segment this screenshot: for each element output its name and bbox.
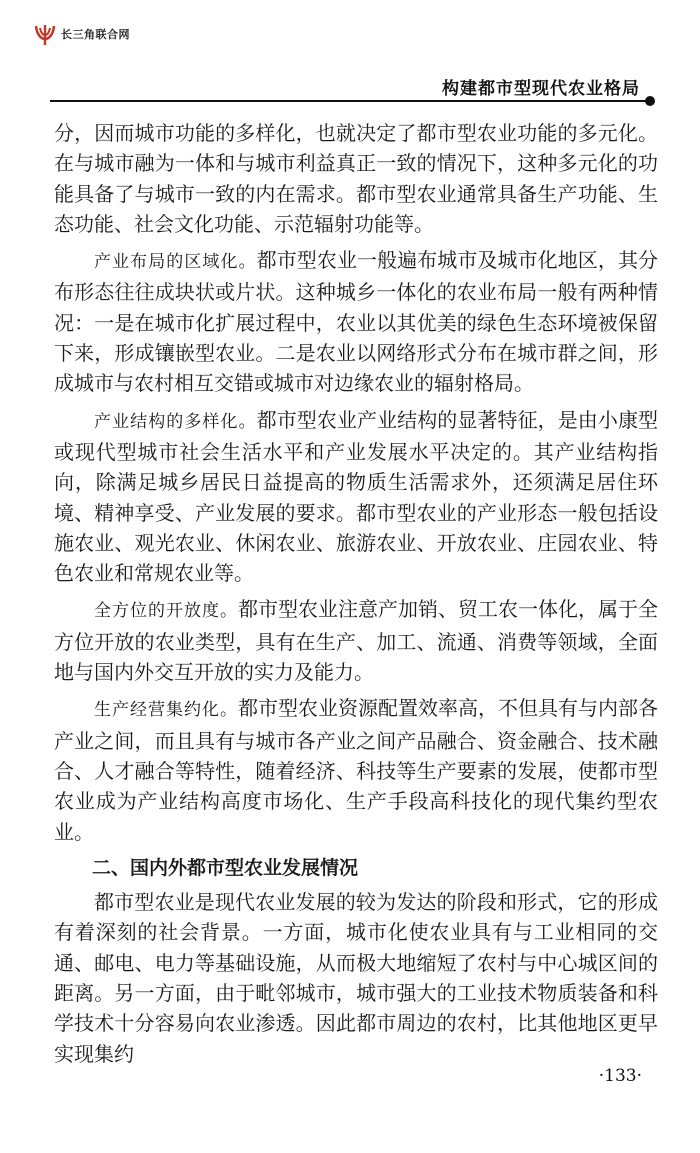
section-heading: 二、国内外都市型农业发展情况 [92,856,359,879]
publisher-logo-icon [33,22,57,46]
paragraph [54,887,658,1069]
paragraph [54,405,658,589]
logo-text: 长三角联合网 [61,28,130,41]
paragraph-lead: 生产经营集约化。 [94,700,238,721]
body-text [54,118,658,1075]
paragraph-lead: 产业结构的多样化。 [94,411,257,432]
paragraph [54,693,658,846]
paragraph-text: 都市型农业注意产加销、贸工农一体化，属于全方位开放的农业类型，具有在生产、加工、流通、消费等领域，全面地与国内外交互开放的实力及能力。 [54,597,658,685]
header-dot [645,96,655,106]
publisher-logo [33,22,130,46]
paragraph [54,118,658,239]
paragraph [54,245,658,398]
header-rule [50,100,650,102]
paragraph-lead: 全方位的开放度。 [94,601,238,622]
paragraph-text: 都市型农业是现代农业发展的较为发达的阶段和形式，它的形成有着深刻的社会背景。一方面，城市化使农业具有与工业相同的交通、邮电、电力等基础设施，从而极大地缩短了农村与中心城区间的距离。另一方面，由于毗邻城市，城市强大的工业技术物质装备和科学技术十分容易向农业渗透。因此都市周边的农村，比其他地区更早实现集约 [54,890,658,1066]
paragraph [54,594,658,687]
page-number: ·133· [598,1066,642,1086]
running-title: 构建都市型现代农业格局 [442,79,640,99]
paragraph-text: 分，因而城市功能的多样化，也就决定了都市型农业功能的多元化。在与城市融为一体和与城市利益真正一致的情况下，这种多元化的功能具备了与城市一致的内在需求。都市型农业通常具备生产功能、生态功能、社会文化功能、示范辐射功能等。 [54,121,658,236]
paragraph-text: 都市型农业资源配置效率高，不但具有与内部各产业之间，而且具有与城市各产业之间产品融合、资金融合、技术融合、人才融合等特性，随着经济、科技等生产要素的发展，使都市型农业成为产业结构高度市场化、生产手段高科技化的现代集约型农业。 [54,696,658,844]
paragraph-lead: 产业布局的区域化。 [94,252,257,273]
paragraph-text: 都市型农业产业结构的显著特征，是由小康型或现代型城市社会生活水平和产业发展水平决定的。其产业结构指向，除满足城乡居民日益提高的物质生活需求外，还须满足居住环境、精神享受、产业发展的要求。都市型农业的产业形态一般包括设施农业、观光农业、休闲农业、旅游农业、开放农业、庄园农业、特色农业和常规农业等。 [54,407,659,586]
paragraph-text: 都市型农业一般遍布城市及城市化地区，其分布形态往往成块状或片状。这种城乡一体化的农业布局一般有两种情况：一是在城市化扩展过程中，农业以其优美的绿色生态环境被保留下来，形成镶嵌型农业。二是农业以网络形式分布在城市群之间，形成城市与农村相互交错或城市对边缘农业的辐射格局。 [54,248,659,396]
